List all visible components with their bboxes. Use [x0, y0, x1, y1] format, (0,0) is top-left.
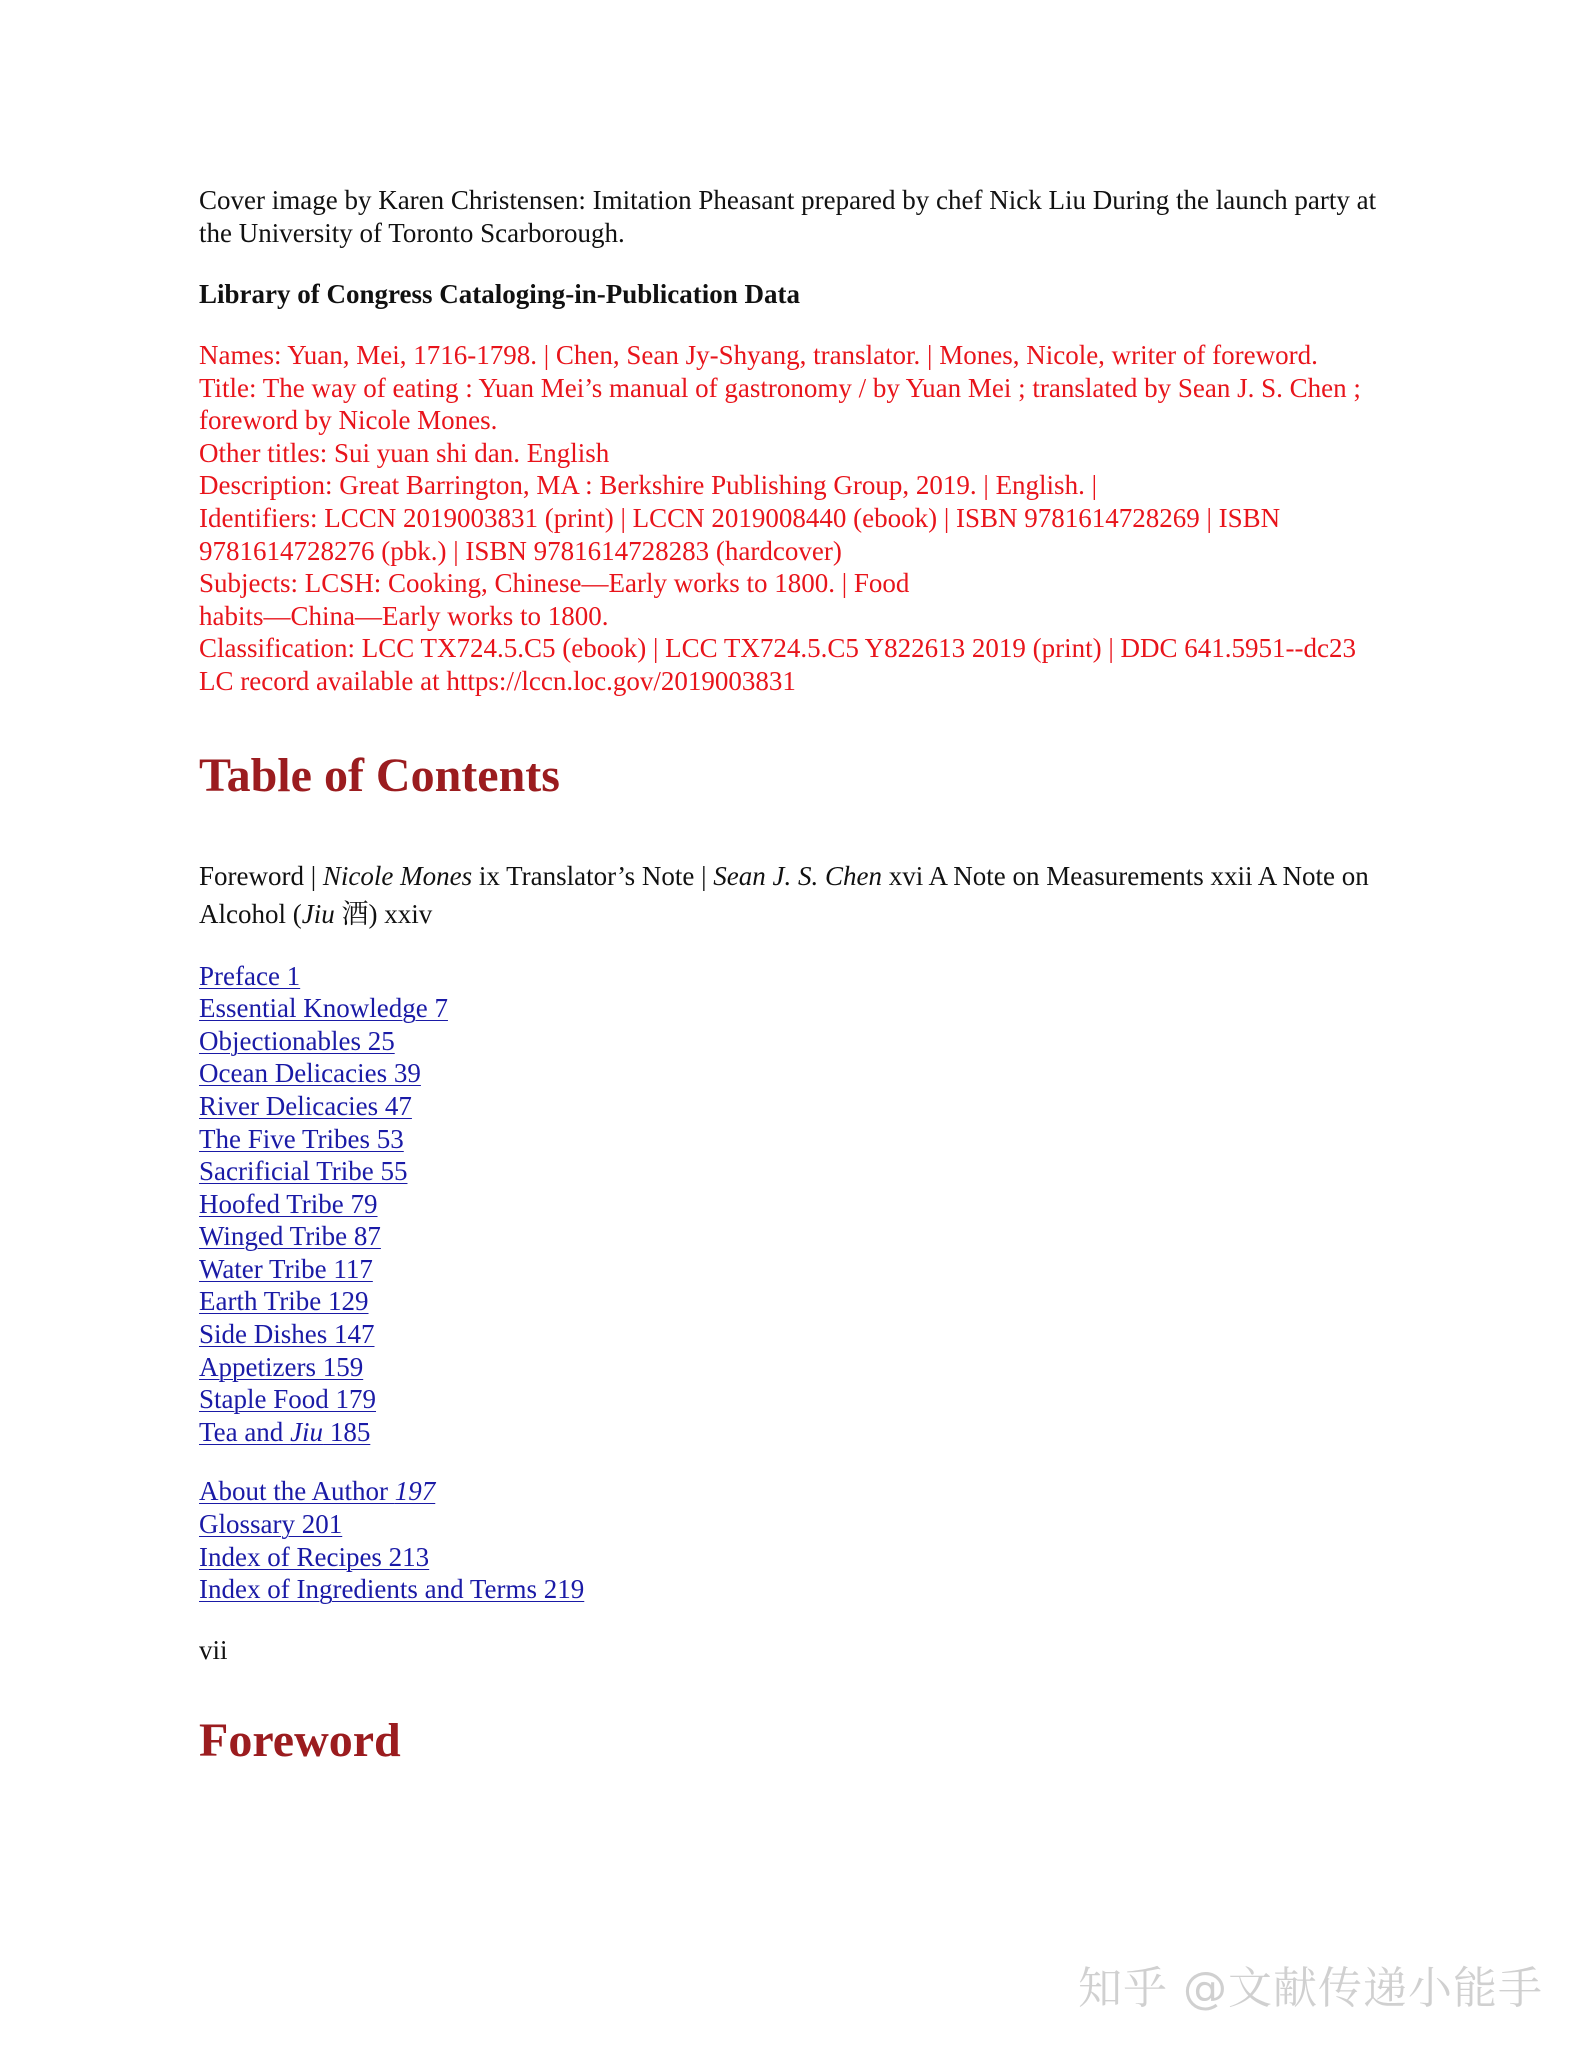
- toc-link-appetizers[interactable]: Appetizers 159: [199, 1351, 364, 1382]
- cover-credit: Cover image by Karen Christensen: Imitation Pheasant prepared by chef Nick Liu During the launch party at the University of Toronto Scarborough.: [199, 185, 1377, 248]
- toc-link-river-delicacies[interactable]: River Delicacies 47: [199, 1090, 412, 1121]
- toc-intro-part: Foreword |: [199, 860, 323, 891]
- toc-link-staple-food[interactable]: Staple Food 179: [199, 1384, 377, 1415]
- toc-link-winged-tribe[interactable]: Winged Tribe 87: [199, 1221, 381, 1252]
- toc-link-side-dishes[interactable]: Side Dishes 147: [199, 1319, 375, 1350]
- toc-link-tea-italic: Jiu: [290, 1416, 324, 1447]
- toc-link-earth-tribe[interactable]: Earth Tribe 129: [199, 1286, 369, 1317]
- toc-heading: Table of Contents: [199, 748, 560, 802]
- watermark: 知乎 @文献传递小能手: [1078, 1963, 1543, 2014]
- cip-subjects-line2: habits—China—Early works to 1800.: [199, 600, 609, 631]
- toc-chapter-links: [199, 960, 1399, 1449]
- toc-intro-author: Nicole Mones: [322, 860, 473, 891]
- toc-link-tea-and-jiu[interactable]: [199, 1416, 370, 1449]
- toc-link-sacrificial-tribe[interactable]: Sacrificial Tribe 55: [199, 1156, 408, 1187]
- cip-subjects-line1: Subjects: LCSH: Cooking, Chinese—Early works to 1800. | Food: [199, 568, 910, 599]
- toc-link-hoofed-tribe[interactable]: Hoofed Tribe 79: [199, 1188, 378, 1219]
- cip-other-titles: Other titles: Sui yuan shi dan. English: [199, 437, 610, 468]
- toc-intro-translator: Sean J. S. Chen: [713, 860, 882, 891]
- cip-description: Description: Great Barrington, MA : Berkshire Publishing Group, 2019. | English. |: [199, 470, 1097, 501]
- toc-link-index-ingredients[interactable]: Index of Ingredients and Terms 219: [199, 1574, 585, 1605]
- toc-link-ocean-delicacies[interactable]: Ocean Delicacies 39: [199, 1058, 421, 1089]
- cip-lc-record: LC record available at https://lccn.loc.gov/2019003831: [199, 665, 796, 696]
- toc-link-tea-suffix: 185: [323, 1416, 371, 1447]
- toc-link-essential-knowledge[interactable]: Essential Knowledge 7: [199, 993, 448, 1024]
- toc-intro-part: 酒) xxiv: [334, 898, 433, 929]
- cip-heading: Library of Congress Cataloging-in-Publication Data: [199, 279, 801, 309]
- toc-link-five-tribes[interactable]: The Five Tribes 53: [199, 1123, 404, 1154]
- toc-intro: [199, 857, 1379, 933]
- toc-link-about-page: 197: [394, 1476, 436, 1507]
- toc-link-index-recipes[interactable]: Index of Recipes 213: [199, 1541, 430, 1572]
- toc-link-about-author[interactable]: [199, 1475, 435, 1508]
- cip-block: [199, 339, 1399, 698]
- toc-link-preface[interactable]: Preface 1: [199, 960, 301, 991]
- toc-link-objectionables[interactable]: Objectionables 25: [199, 1025, 395, 1056]
- document-page: [199, 184, 1399, 1769]
- toc-back-matter-links: [199, 1475, 1399, 1605]
- toc-link-tea-prefix: Tea and: [199, 1416, 291, 1447]
- toc-intro-part: ix Translator’s Note |: [472, 860, 714, 891]
- toc-link-glossary[interactable]: Glossary 201: [199, 1509, 343, 1540]
- toc-link-water-tribe[interactable]: Water Tribe 117: [199, 1253, 373, 1284]
- toc-intro-jiu: Jiu: [301, 898, 335, 929]
- cip-identifiers: Identifiers: LCCN 2019003831 (print) | LCCN 2019008440 (ebook) | ISBN 9781614728269 | ISBN 9781614728276 (pbk.) | ISBN 9781614728283 (hardcover): [199, 502, 1281, 566]
- page-folio: vii: [199, 1634, 228, 1665]
- foreword-heading: Foreword: [199, 1713, 401, 1767]
- toc-link-about-label: About the Author: [199, 1476, 395, 1507]
- toc-intro-part: xvi A Note on Measurements xxii A Note on Alcohol (: [199, 860, 1369, 929]
- cip-classification: Classification: LCC TX724.5.C5 (ebook) | LCC TX724.5.C5 Y822613 2019 (print) | DDC 641.5951--dc23: [199, 633, 1356, 664]
- cip-names: Names: Yuan, Mei, 1716-1798. | Chen, Sean Jy-Shyang, translator. | Mones, Nicole, writer of foreword.: [199, 340, 1318, 370]
- cip-title: Title: The way of eating : Yuan Mei’s manual of gastronomy / by Yuan Mei ; translated by Sean J. S. Chen ; foreword by Nicole Mones.: [199, 372, 1361, 436]
